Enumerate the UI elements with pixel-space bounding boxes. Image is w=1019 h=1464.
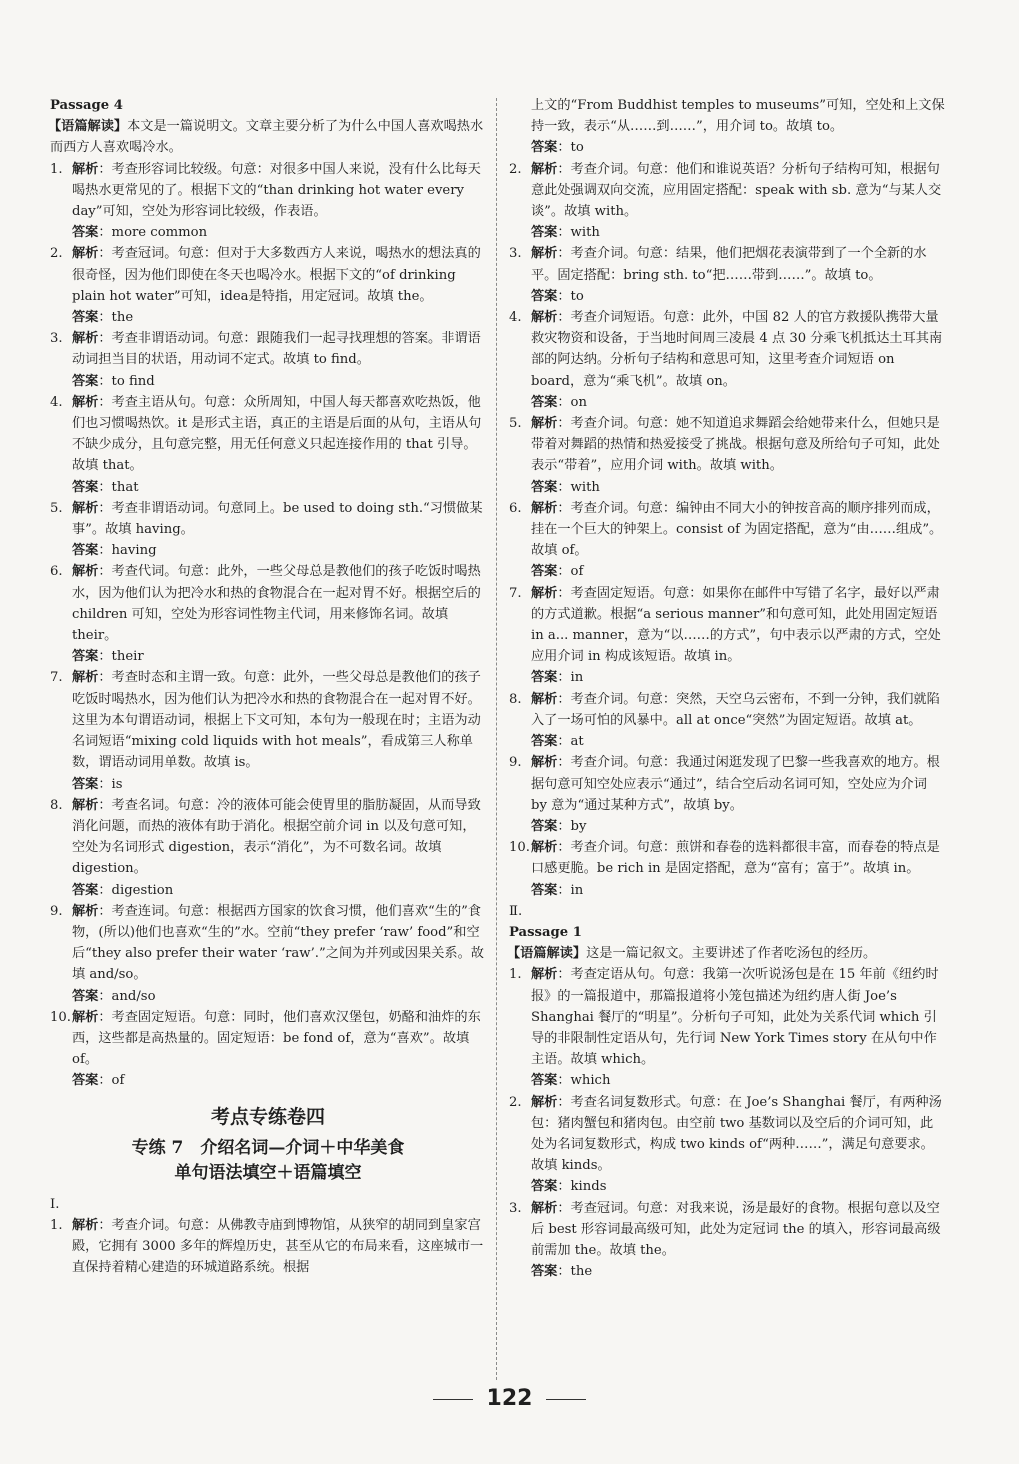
explanation-item: [50, 159, 486, 244]
analysis-text: ：考查主语从句。句意：众所周知，中国人每天都喜欢吃热饭，他们也习惯喝热饮。it 是形式主语，真正的主语是后面的从句，主语从句不缺少成分，且句意完整，用无任何意义只起连接作用的 that 引导。故填 that。: [72, 394, 482, 474]
item-number: 10.: [50, 1009, 71, 1025]
answer-text: ：kinds: [557, 1179, 607, 1195]
analysis-label: 解析: [72, 394, 99, 410]
answer-label: 答案: [72, 543, 99, 559]
analysis-text: ：考查形容词比较级。句意：对很多中国人来说，没有什么比每天喝热水更常见的了。根据下文的“than drinking hot water every day”可知，空处为形容词比较级，作表语。: [72, 161, 481, 220]
answer-text: ：having: [98, 543, 157, 559]
answer-text: ：digestion: [98, 882, 174, 898]
analysis-text: ：考查固定短语。句意：如果你在邮件中写错了名字，最好以严肃的方式道歉。根据“a serious manner”和句意可知，此处用固定短语 in a... manner，意为“以……的方式”，句中表示以严肃的方式，空处应用介词 in 构成该短语。故填 in。: [531, 585, 941, 665]
analysis-text: ：考查介词。句意：我通过闲逛发现了巴黎一些我喜欢的地方。根据句意可知空处应表示“通过”，结合空后动名词可知，空处应为介词 by 意为“通过某种方式”，故填 by。: [531, 755, 940, 813]
analysis-label: 解析: [531, 310, 558, 326]
explanation-item: [509, 964, 945, 1091]
explanation-item: [509, 1092, 945, 1198]
passage-intro: [509, 943, 945, 964]
answer-text: ：to: [557, 140, 584, 156]
analysis-text: ：考查名词。句意：冷的液体可能会使胃里的脂肪凝固，从而导致消化问题，而热的液体有助于消化。根据空前介词 in 以及句意可知，空处为名词形式 digestion，表示“消化”，为不可数名词。故填 digestion。: [72, 797, 481, 877]
analysis-label: 解析: [531, 691, 558, 707]
section-subheading-2: 单句语法填空＋语篇填空: [174, 1162, 362, 1183]
analysis-text: ：考查定语从句。句意：我第一次听说汤包是在 15 年前《纽约时报》的一篇报道中，那篇报道将小笼包描述为纽约唐人街 Joe’s Shanghai 餐厅的“明星”。分析句子可知，此处为关系代词 which 引导的非限制性定语从句，先行词 New York Times story 在从句中作主语。故填 which。: [531, 967, 939, 1068]
item-number: 4.: [50, 394, 63, 410]
item-number: 3.: [509, 246, 522, 262]
item-number: 6.: [50, 564, 63, 580]
answer-text: ：to find: [98, 373, 155, 389]
analysis-text: ：考查连词。句意：根据西方国家的饮食习惯，他们喜欢“生的”食物，(所以)他们也喜欢“生的”水。空前“they prefer ‘raw’ food”和空后“they also prefer their water ‘raw’.”之间为并列或因果关系。故填 and/so。: [72, 903, 484, 983]
answer-text: ：in: [557, 882, 584, 898]
explanation-item: [50, 392, 486, 498]
analysis-label: 解析: [72, 1217, 99, 1233]
explanation-item: [50, 561, 486, 667]
item-number: 6.: [509, 500, 522, 516]
explanation-item: [509, 498, 945, 583]
answer-text: ：is: [98, 776, 123, 792]
answer-text: ：that: [98, 479, 139, 495]
analysis-label: 解析: [531, 840, 558, 856]
answer-text: ：by: [557, 818, 587, 834]
answer-label: 答案: [72, 649, 99, 665]
answer-text: ：the: [98, 310, 134, 326]
item-number: 5.: [50, 500, 63, 516]
answer-text: ：at: [557, 734, 584, 750]
answer-text: ：the: [557, 1264, 593, 1280]
answer-label: 答案: [72, 776, 99, 792]
answer-label: 答案: [531, 225, 558, 241]
analysis-label: 解析: [72, 246, 99, 262]
intro-tag: 【语篇解读】: [507, 946, 587, 962]
explanation-item: [509, 159, 945, 244]
answer-label: 答案: [531, 882, 558, 898]
item-number: 2.: [509, 1094, 522, 1110]
answer-label: 答案: [531, 288, 558, 304]
analysis-text: ：考查介词。句意：他们和谁说英语？分析句子结构可知，根据句意此处强调双向交流，应用固定搭配：speak with sb. 意为“与某人交谈”。故填 with。: [531, 161, 942, 220]
analysis-text: ：考查介词。句意：结果，他们把烟花表演带到了一个全新的水平。固定搭配：bring sth. to“把……带到……”。故填 to。: [531, 246, 927, 283]
explanation-item: [50, 328, 486, 392]
analysis-label: 解析: [531, 416, 558, 432]
answer-label: 答案: [531, 670, 558, 686]
analysis-text: ：考查介词。句意：编钟由不同大小的钟按音高的顺序排列而成，挂在一个巨大的钟架上。consist of 为固定搭配，意为“由……组成”。故填 of。: [531, 500, 943, 559]
explanation-item: [50, 1007, 486, 1092]
analysis-text: ：考查介词。句意：她不知道追求舞蹈会给她带来什么，但她只是带着对舞蹈的热情和热爱接受了挑战。根据句意及所给句子可知，此处表示“带着”，应用介词 with。故填 with。: [531, 416, 940, 474]
explanation-item: [509, 837, 945, 901]
analysis-label: 解析: [531, 1200, 558, 1216]
footer-dash-right: [546, 1399, 586, 1400]
item-number: 1.: [50, 161, 63, 177]
answer-label: 答案: [72, 310, 99, 326]
analysis-text: ：考查非谓语动词。句意同上。be used to doing sth.“习惯做某事”。故填 having。: [72, 500, 483, 538]
page-footer: [0, 1388, 1019, 1409]
answer-text: ：which: [557, 1073, 611, 1089]
answer-text: ：of: [98, 1073, 125, 1089]
item-number: 4.: [509, 310, 522, 326]
answer-text: ：in: [557, 670, 584, 686]
analysis-text: ：考查介词。句意：突然，天空乌云密布，不到一分钟，我们就陷入了一场可怕的风暴中。all at once“突然”为固定短语。故填 at。: [531, 691, 940, 728]
analysis-text: ：考查冠词。句意：对我来说，汤是最好的食物。根据句意以及空后 best 形容词最高级可知，此处为定冠词 the 的填入，形容词最高级前需加 the。故填 the。: [531, 1200, 941, 1258]
passage-intro: [50, 116, 486, 158]
answer-text: ：with: [557, 479, 600, 495]
answer-label: 答案: [72, 479, 99, 495]
analysis-label: 解析: [72, 161, 99, 177]
explanation-item: [50, 667, 486, 794]
intro-text: 本文是一篇说明文。文章主要分析了为什么中国人喜欢喝热水而西方人喜欢喝冷水。: [50, 119, 484, 156]
analysis-label: 解析: [531, 967, 558, 983]
footer-dash-left: [433, 1399, 473, 1400]
explanation-item: [509, 307, 945, 413]
analysis-text: ：考查名词复数形式。句意：在 Joe’s Shanghai 餐厅，有两种汤包：猪肉蟹包和猪肉包。由空前 two 基数词以及空后的介词可知，此处为名词复数形式，构成 two kinds of“两种……”，满足句意要求。故填 kinds。: [531, 1094, 942, 1174]
analysis-text: ：考查代词。句意：此外，一些父母总是教他们的孩子吃饭时喝热水，因为他们认为把冷水和热的食物混合在一起对胃不好。根据空后的 children 可知，空处为形容词性物主代词，用来修饰名词。故填 their。: [72, 564, 481, 644]
explanation-item: [50, 795, 486, 901]
item-number: 9.: [50, 903, 63, 919]
analysis-text: ：考查介词短语。句意：此外，中国 82 人的官方救援队携带大量救灾物资和设备，于当地时间周三凌晨 4 点 30 分乘飞机抵达土耳其南部的阿达纳。分析句子结构和意思可知，这里考查介词短语 on board，意为“乘飞机”。故填 on。: [531, 310, 943, 389]
analysis-label: 解析: [531, 755, 558, 771]
analysis-label: 解析: [72, 331, 99, 347]
analysis-text: ：考查介词。句意：煎饼和春卷的选料都很丰富，而春卷的特点是口感更脆。be rich in 是固定搭配，意为“富有；富于”。故填 in。: [531, 840, 940, 877]
answer-text: ：of: [557, 564, 584, 580]
section-subheading: 专练 7 介绍名词—介词＋中华美食: [131, 1137, 405, 1158]
answer-label: 答案: [72, 1073, 99, 1089]
explanation-item: [509, 689, 945, 753]
left-column: [50, 95, 486, 1278]
analysis-text: ：考查固定短语。句意：同时，他们喜欢汉堡包，奶酪和油炸的东西，这些都是高热量的。固定短语：be fond of，意为“喜欢”。故填 of。: [72, 1009, 481, 1068]
intro-tag: 【语篇解读】: [48, 119, 128, 135]
answer-label: 答案: [531, 734, 558, 750]
item-number: 1.: [509, 967, 522, 983]
analysis-label: 解析: [72, 670, 99, 686]
explanation-item: [50, 498, 486, 562]
item-number: 2.: [509, 161, 522, 177]
column-divider: [496, 98, 497, 1380]
explanation-item: [50, 243, 486, 328]
left-items: [50, 159, 486, 1092]
analysis-label: 解析: [72, 1009, 99, 1025]
answer-label: 答案: [531, 1264, 558, 1280]
answer-text: ：with: [557, 225, 600, 241]
answer-label: 答案: [531, 818, 558, 834]
roman-numeral-1: Ⅰ.: [50, 1196, 60, 1212]
page-number: 122: [486, 1386, 533, 1411]
roman-numeral-2: Ⅱ.: [509, 903, 523, 919]
analysis-text: ：考查冠词。句意：但对于大多数西方人来说，喝热水的想法真的很奇怪，因为他们即使在冬天也喝冷水。根据下文的“of drinking plain hot water”可知，idea是特指，用定冠词。故填 the。: [72, 246, 481, 304]
item-number: 2.: [50, 246, 63, 262]
item-number: 7.: [509, 585, 522, 601]
analysis-label: 解析: [72, 903, 99, 919]
answer-label: 答案: [531, 479, 558, 495]
analysis-text: ：考查介词。句意：从佛教寺庙到博物馆，从狭窄的胡同到皇家宫殿，它拥有 3000 多年的辉煌历史，甚至从它的布局来看，这座城市一直保持着精心建造的环城道路系统。根据: [72, 1217, 484, 1276]
analysis-text: ：考查时态和主谓一致。句意：此外，一些父母总是教他们的孩子吃饭时喝热水，因为他们认为把冷水和热的食物混合在一起对胃不好。这里为本句谓语动词，根据上下文可知，本句为一般现在时；主语为动名词短语“mixing cold liquids with hot meals”，看成第三人称单数，谓语动词用单数。故填 is。: [72, 670, 481, 771]
answer-text: ：their: [98, 649, 144, 665]
item-number: 1.: [50, 1217, 63, 1233]
item-number: 3.: [50, 331, 63, 347]
answer-text: ：to: [557, 288, 584, 304]
analysis-label: 解析: [531, 500, 558, 516]
explanation-item: [509, 243, 945, 307]
analysis-text: ：考查非谓语动词。句意：跟随我们一起寻找理想的答案。非谓语动词担当目的状语，用动词不定式。故填 to find。: [72, 331, 481, 368]
analysis-label: 解析: [72, 797, 99, 813]
answer-label: 答案: [72, 988, 99, 1004]
answer-label: 答案: [72, 882, 99, 898]
answer-label: 答案: [531, 564, 558, 580]
explanation-item: [50, 1215, 486, 1279]
passage-title: Passage 4: [50, 98, 123, 113]
answer-text: ：on: [557, 394, 587, 410]
item-number: 8.: [50, 797, 63, 813]
passage-title: Passage 1: [509, 924, 582, 940]
item-number: 7.: [50, 670, 63, 686]
analysis-label: 解析: [531, 246, 558, 262]
answer-text: ：and/so: [98, 988, 156, 1004]
intro-text: 这是一篇记叙文。主要讲述了作者吃汤包的经历。: [586, 946, 877, 962]
analysis-label: 解析: [531, 161, 558, 177]
item-number: 9.: [509, 755, 522, 771]
analysis-label: 解析: [531, 1094, 558, 1110]
explanation-item: [509, 583, 945, 689]
right-column: [509, 95, 945, 1282]
analysis-label: 解析: [72, 564, 99, 580]
explanation-item: [509, 1198, 945, 1283]
continued-text: 上文的“From Buddhist temples to museums”可知，空处和上文保持一致，表示“从……到……”，用介词 to。故填 to。: [531, 98, 945, 135]
item-number: 3.: [509, 1200, 522, 1216]
answer-label: 答案: [531, 1179, 558, 1195]
answer-text: ：more common: [98, 225, 208, 241]
answer-label: 答案: [72, 225, 99, 241]
item-number: 10.: [509, 840, 530, 856]
answer-label: 答案: [531, 140, 558, 156]
explanation-item: [509, 752, 945, 837]
answer-label: 答案: [531, 394, 558, 410]
section-heading: 考点专练卷四: [210, 1105, 325, 1128]
item-number: 5.: [509, 416, 522, 432]
item-number: 8.: [509, 691, 522, 707]
explanation-item: [50, 901, 486, 1007]
analysis-label: 解析: [531, 585, 558, 601]
analysis-label: 解析: [72, 500, 99, 516]
explanation-item: [509, 413, 945, 498]
answer-label: 答案: [531, 1073, 558, 1089]
answer-label: 答案: [72, 373, 99, 389]
